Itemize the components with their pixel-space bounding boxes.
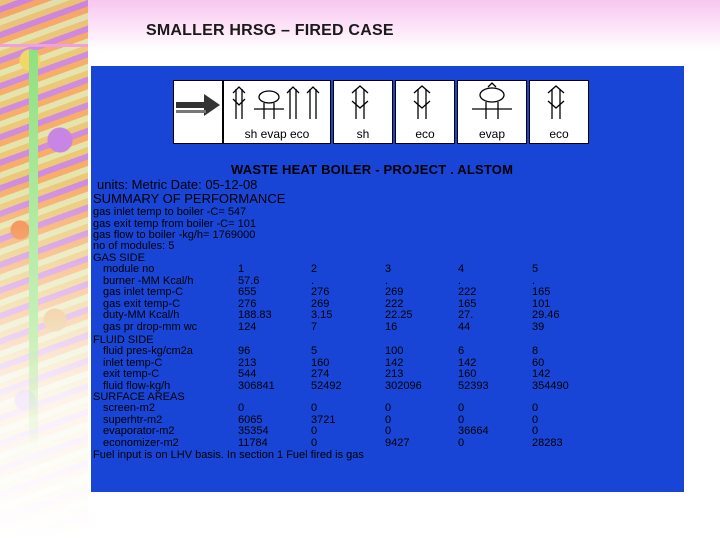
cell-value: 52393 [458,379,489,392]
cell-value: 3 [385,263,392,275]
cell-value: 544 [238,368,257,380]
performance-report [91,66,684,492]
toolbar-label: sh evap eco [244,127,310,141]
cell-value: 269 [311,297,330,310]
cell-value: 3.15 [311,309,333,321]
cell-value: 96 [238,345,251,357]
cell-value: 29.46 [532,309,560,321]
cell-value: 222 [458,286,477,298]
cell-value: . [532,274,536,287]
row-label: gas pr drop-mm wc [103,320,198,333]
row-label: gas inlet temp-C [103,286,184,298]
cell-value: 27. [458,309,474,321]
surface-areas-heading: SURFACE AREAS [93,391,185,403]
gas-inlet-line: gas inlet temp to boiler -C= 547 [93,206,247,218]
cell-value: 276 [238,297,257,310]
cell-value: 142 [458,356,477,369]
cell-value: 0 [385,425,392,437]
cell-value: 0 [532,413,539,426]
cell-value: 165 [458,297,477,310]
units-line: units: Metric Date: 05-12-08 [97,177,258,192]
cell-value: 8 [532,345,539,357]
row-label: screen-m2 [103,402,155,414]
cell-value: 7 [311,320,318,333]
cell-value: 274 [311,368,330,380]
row-label: fluid flow-kg/h [103,379,171,392]
toolbar-label: eco [415,127,435,141]
gas-side-heading: GAS SIDE [93,252,145,264]
fluid-side-heading: FLUID SIDE [93,334,154,346]
cell-value: 0 [532,402,539,414]
slide-title: SMALLER HRSG – FIRED CASE [146,22,394,39]
cell-value: 0 [311,436,318,449]
program-window [91,66,684,492]
modules-line: no of modules: 5 [93,240,175,252]
left-strip-fade [0,180,88,540]
row-label: module no [103,263,155,275]
cell-value: 222 [385,297,404,310]
cell-value: 0 [458,413,465,426]
row-label: gas exit temp-C [103,297,181,310]
row-label: evaporator-m2 [103,425,175,437]
cell-value: 165 [532,286,551,298]
cell-value: 655 [238,286,257,298]
row-label: burner -MM Kcal/h [103,274,194,287]
cell-value: 142 [385,356,404,369]
cell-value: 3721 [311,413,336,426]
cell-value: 101 [532,297,551,310]
summary-heading: SUMMARY OF PERFORMANCE [93,191,286,206]
cell-value: 35354 [238,425,269,437]
gas-exit-line: gas exit temp from boiler -C= 101 [93,218,256,230]
cell-value: 306841 [238,379,275,392]
pink-accent-line [0,44,88,47]
toolbar-label: sh [356,127,370,141]
gas-flow-line: gas flow to boiler -kg/h= 1769000 [93,229,256,241]
cell-value: 0 [238,402,245,414]
toolbar-label: evap [478,127,506,141]
cell-value: 0 [532,425,539,437]
row-label: economizer-m2 [103,436,179,449]
row-label: superhtr-m2 [103,413,163,426]
row-label: inlet temp-C [103,356,163,369]
row-label: exit temp-C [103,368,160,380]
cell-value: 6 [458,345,465,357]
cell-value: 124 [238,320,257,333]
cell-value: 0 [458,436,465,449]
cell-value: 213 [385,368,404,380]
cell-value: 302096 [385,379,422,392]
cell-value: 5 [311,345,318,357]
row-label: duty-MM Kcal/h [103,309,180,321]
cell-value: 160 [458,368,477,380]
cell-value: 36664 [458,425,489,437]
cell-value: 11784 [238,436,268,449]
cell-value: 188.83 [238,309,272,321]
cell-value: 1 [238,263,245,275]
cell-value: 44 [458,320,471,333]
green-accent-bar [29,50,38,450]
cell-value: 52492 [311,379,342,392]
cell-value: 5 [532,263,539,275]
cell-value: 22.25 [385,309,413,321]
cell-value: 0 [385,402,392,414]
cell-value: 2 [311,263,318,275]
cell-value: 16 [385,320,398,333]
row-label: fluid pres-kg/cm2a [103,345,193,357]
cell-value: 9427 [385,436,410,449]
cell-value: . [311,274,315,287]
toolbar-label: eco [549,127,569,141]
cell-value: . [458,274,462,287]
cell-value: 100 [385,345,404,357]
cell-value: 28283 [532,436,563,449]
report-title: WASTE HEAT BOILER - PROJECT . ALSTOM [231,162,514,177]
cell-value: 57.6 [238,274,260,287]
cell-value: 6065 [238,413,263,426]
cell-value: 39 [532,320,545,333]
cell-value: . [385,274,389,287]
cell-value: 0 [385,413,392,426]
cell-value: 213 [238,356,257,369]
cell-value: 0 [311,402,318,414]
cell-value: 60 [532,356,545,369]
cell-value: 160 [311,356,330,369]
cell-value: 276 [311,286,330,298]
cell-value: 142 [532,368,551,380]
cell-value: 0 [458,402,465,414]
cell-value: 354490 [532,379,569,392]
cell-value: 4 [458,263,465,275]
footer-note: Fuel input is on LHV basis. In section 1 Fuel fired is gas [93,449,364,461]
cell-value: 269 [385,286,404,298]
cell-value: 0 [311,425,318,437]
